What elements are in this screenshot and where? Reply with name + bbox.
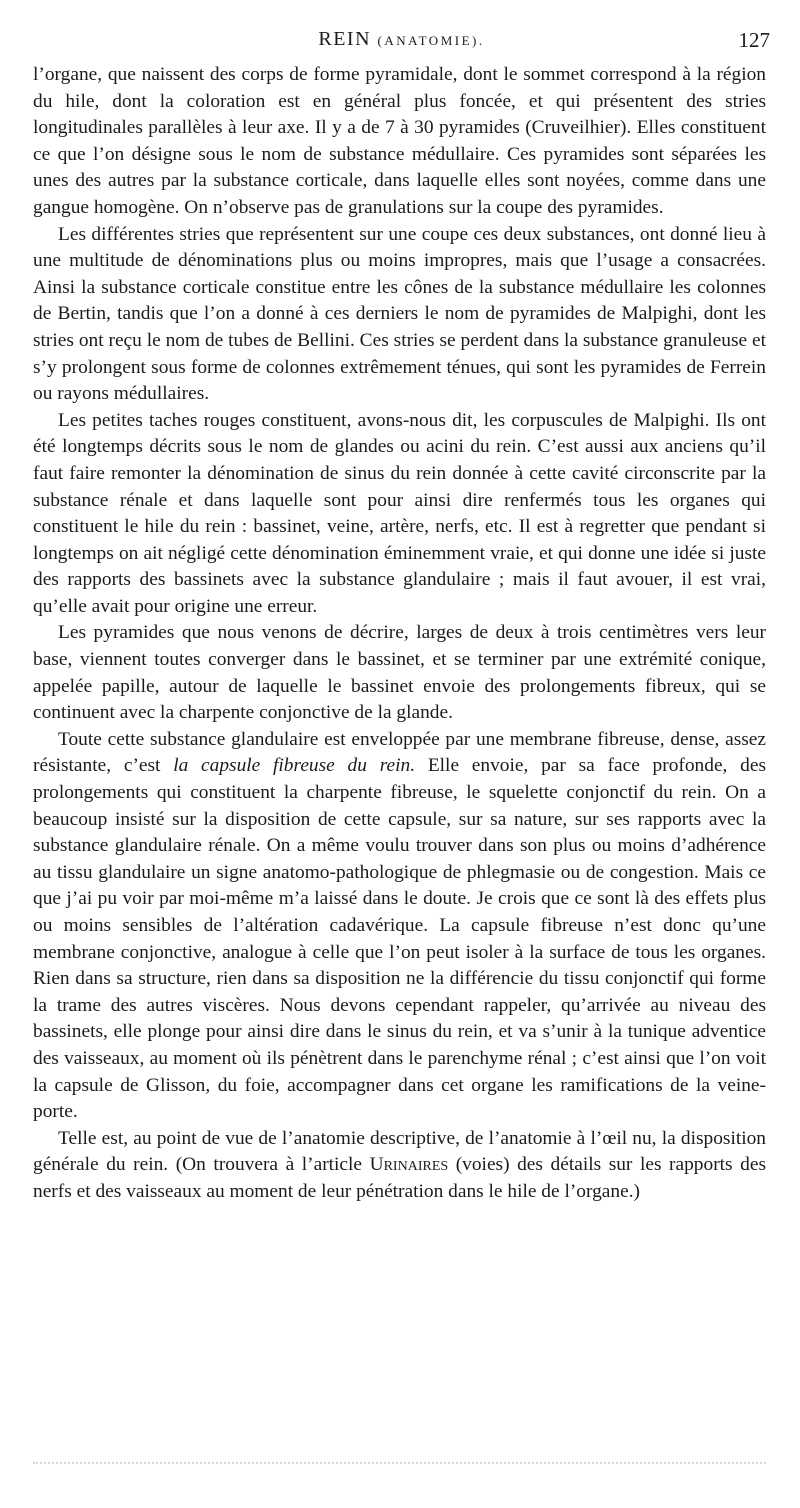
paragraph-text: Les petites taches rouges constituent, avons-nous dit, les corpuscules de Malpighi. Ils ont été longtemps décrits sous le nom de glandes ou acini du rein. C’est aussi aux anciens qu’il faut faire remonter la dénomination de sinus du rein donnée à cette cavité circonscrite par la substance rénale et dans laquelle sont pour ainsi dire renfermés tous les organes qui constituent le hile du rein : bassinet, veine, artère, nerfs, etc. Il est à regretter que pendant si longtemps on ait négligé cette dénomination éminemment vraie, et qui donne une idée si juste des rapports des bassinets avec la substance glandulaire ; mais il faut avouer, il est vrai, qu’elle avait pour origine une erreur.	[33, 409, 766, 617]
paragraph-3	[33, 408, 766, 621]
running-title-main: REIN	[318, 28, 378, 50]
paragraph-text-after: Elle envoie, par sa face profonde, des prolongements qui constituent la charpente fibreuse, le squelette conjonctif du rein. On a beaucoup insisté sur la disposition de cette capsule, sur sa nature, sur ses rapports avec la substance glandulaire rénale. On a même voulu trouver dans son plus ou moins d’adhérence au tissu glandulaire un signe anatomo-pathologique de phlegmasie ou de congestion. Mais ce que j’ai pu voir par moi-même m’a laissé dans le doute. Je crois que ce sont là des effets plus ou moins sensibles de l’altération cadavérique. La capsule fibreuse n’est donc qu’une membrane conjonctive, analogue à celle que l’on peut isoler à la surface de tous les organes. Rien dans sa structure, rien dans sa disposition ne la différencie du tissu conjonctif qui forme la trame des autres viscères. Nous devons cependant rappeler, qu’arrivée au niveau des bassinets, elle plonge pour ainsi dire dans le sinus du rein, et va s’unir à la tunique adventice des vaisseaux, au moment où ils pénètrent dans le parenchyme rénal ; c’est ainsi que l’on voit la capsule de Glisson, du foie, accompagner dans cet organe les ramifications de la veine-porte.	[33, 755, 767, 1123]
paragraph-text: l’organe, que naissent des corps de forme pyramidale, dont le sommet correspond à la région du hile, dont la coloration est en général plus foncée, et qui présentent des stries longitudinales parallèles à leur axe. Il y a de 7 à 30 pyramides (Cruveilhier). Elles constituent ce que l’on désigne sous le nom de substance médullaire. Ces pyramides sont séparées les unes des autres par la substance corticale, dans laquelle elles sont noyées, comme dans une gangue homogène. On n’observe pas de granulations sur la coupe des pyramides.	[33, 64, 766, 218]
running-title	[33, 28, 770, 51]
page-header	[33, 28, 770, 58]
paragraph-text: Les pyramides que nous venons de décrire, larges de deux à trois centimètres vers leur base, viennent toutes converger dans le bassinet, et se terminer par une extrémité conique, appelée papille, autour de laquelle le bassinet envoie des prolongements fibreux, qui se continuent avec la charpente conjonctive de la glande.	[33, 622, 766, 724]
paragraph-text-before: Telle est, au point de vue de l’anatomie descriptive, de l’anatomie à l’œil nu, la disposition générale du rein. (On trouvera à l’article	[33, 1127, 766, 1176]
paragraph-text-after: (voies) des détails sur les rapports des nerfs et des vaisseaux au moment de leur pénétration dans le hile de l’organe.)	[33, 1154, 766, 1202]
paragraph-6	[33, 1126, 766, 1206]
paragraph-1	[33, 62, 766, 222]
paragraph-4	[33, 620, 766, 726]
italic-term: la capsule fibreuse du rein.	[173, 755, 416, 777]
bleed-through-line	[33, 1462, 766, 1470]
paragraph-text-before: Toute cette substance glandulaire est enveloppée par une membrane fibreuse, dense, assez résistante, c’est	[33, 728, 766, 777]
paragraph-2	[33, 222, 766, 408]
running-title-subtitle: (ANATOMIE).	[377, 33, 485, 48]
paragraph-text: Les différentes stries que représentent sur une coupe ces deux substances, ont donné lieu à une multitude de dénominations plus ou moins impropres, mais que l’usage a consacrées. Ainsi la substance corticale constitue entre les cônes de la substance médullaire les colonnes de Bertin, tandis que l’on a donné à ces derniers le nom de pyramides de Malpighi, dont les stries ont reçu le nom de tubes de Bellini. Ces stries se perdent dans la substance granuleuse et s’y prolongent sous forme de colonnes extrêmement ténues, qui sont les pyramides de Ferrein ou rayons médullaires.	[33, 223, 766, 405]
page-number: 127	[738, 28, 770, 52]
paragraph-5	[33, 727, 766, 1126]
cross-reference: Urinaires	[369, 1154, 449, 1176]
body-text	[33, 62, 766, 1206]
